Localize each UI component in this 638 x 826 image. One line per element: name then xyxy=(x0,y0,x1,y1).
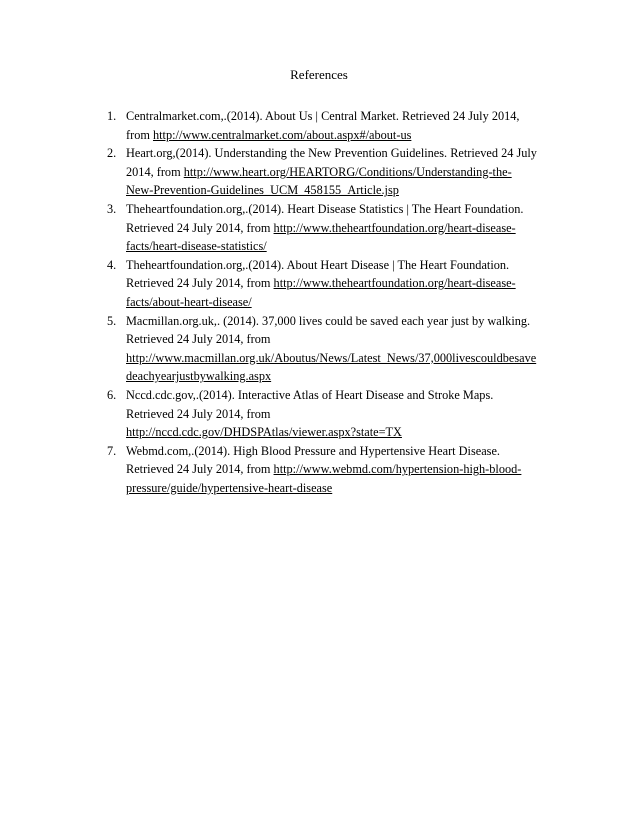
reference-link[interactable]: facts/heart-disease-statistics/ xyxy=(126,239,267,254)
reference-link[interactable]: http://www.centralmarket.com/about.aspx#/about-us xyxy=(152,127,412,142)
reference-line xyxy=(126,256,557,275)
reference-item xyxy=(107,442,557,498)
reference-line xyxy=(126,330,557,349)
reference-number: 2. xyxy=(107,146,117,161)
reference-link[interactable]: pressure/guide/hypertensive-heart-disease xyxy=(126,480,333,495)
reference-line xyxy=(126,126,557,145)
reference-link[interactable]: facts/about-heart-disease/ xyxy=(126,294,252,309)
reference-number: 3. xyxy=(107,201,117,216)
reference-link[interactable]: http://www.heart.org/HEARTORG/Conditions/Understanding-the- xyxy=(183,164,512,179)
reference-text: Retrieved 24 July 2014, from xyxy=(126,276,274,291)
reference-number: 4. xyxy=(107,257,117,272)
reference-line xyxy=(126,349,557,368)
reference-link[interactable]: New-Prevention-Guidelines_UCM_458155_Article.jsp xyxy=(126,183,399,198)
reference-line xyxy=(126,200,557,219)
reference-line xyxy=(126,293,557,312)
reference-text: Heart.org,(2014). Understanding the New Prevention Guidelines. Retrieved 24 July xyxy=(126,146,537,161)
reference-line xyxy=(126,423,557,442)
reference-link[interactable]: http://www.macmillan.org.uk/Aboutus/News/Latest_News/37,000livescouldbesave xyxy=(126,350,537,365)
reference-item xyxy=(107,256,557,312)
reference-text: Macmillan.org.uk,. (2014). 37,000 lives could be saved each year just by walking. xyxy=(126,313,531,328)
reference-link[interactable]: http://www.theheartfoundation.org/heart-disease- xyxy=(273,220,516,235)
reference-line xyxy=(126,312,557,331)
reference-text: Retrieved 24 July 2014, from xyxy=(126,332,271,347)
reference-item xyxy=(107,386,557,442)
reference-number: 5. xyxy=(107,313,117,328)
reference-line xyxy=(126,237,557,256)
reference-text: 2014, from xyxy=(126,164,184,179)
reference-text: Retrieved 24 July 2014, from xyxy=(126,462,274,477)
reference-text: Centralmarket.com,.(2014). About Us | Central Market. Retrieved 24 July 2014, xyxy=(126,109,520,123)
reference-text: from xyxy=(126,127,153,142)
reference-line xyxy=(126,405,557,424)
reference-number: 7. xyxy=(107,443,117,458)
reference-item xyxy=(107,107,557,144)
reference-text: Retrieved 24 July 2014, from xyxy=(126,220,274,235)
reference-item xyxy=(107,312,557,386)
reference-line xyxy=(126,144,557,163)
references-list xyxy=(107,107,557,497)
reference-link[interactable]: http://nccd.cdc.gov/DHDSPAtlas/viewer.aspx?state=TX xyxy=(126,425,402,440)
reference-line xyxy=(126,219,557,238)
reference-line xyxy=(126,181,557,200)
reference-link[interactable]: deachyearjustbywalking.aspx xyxy=(126,369,272,384)
reference-item xyxy=(107,200,557,256)
reference-line xyxy=(126,367,557,386)
reference-text: Webmd.com,.(2014). High Blood Pressure and Hypertensive Heart Disease. xyxy=(126,443,500,458)
page-title: References xyxy=(290,67,348,82)
reference-line xyxy=(126,460,557,479)
reference-link[interactable]: http://www.webmd.com/hypertension-high-blood- xyxy=(273,462,522,477)
reference-text: Nccd.cdc.gov,.(2014). Interactive Atlas of Heart Disease and Stroke Maps. xyxy=(126,387,494,402)
reference-number: 1. xyxy=(107,109,117,123)
reference-item xyxy=(107,144,557,200)
reference-text: Retrieved 24 July 2014, from xyxy=(126,406,271,421)
reference-number: 6. xyxy=(107,387,117,402)
reference-line xyxy=(126,386,557,405)
reference-line xyxy=(126,163,557,182)
reference-text: Theheartfoundation.org,.(2014). Heart Disease Statistics | The Heart Foundation. xyxy=(126,201,524,216)
reference-line xyxy=(126,107,557,126)
reference-line xyxy=(126,442,557,461)
reference-line xyxy=(126,479,557,498)
reference-link[interactable]: http://www.theheartfoundation.org/heart-disease- xyxy=(273,276,516,291)
reference-line xyxy=(126,274,557,293)
reference-text: Theheartfoundation.org,.(2014). About Heart Disease | The Heart Foundation. xyxy=(126,257,510,272)
